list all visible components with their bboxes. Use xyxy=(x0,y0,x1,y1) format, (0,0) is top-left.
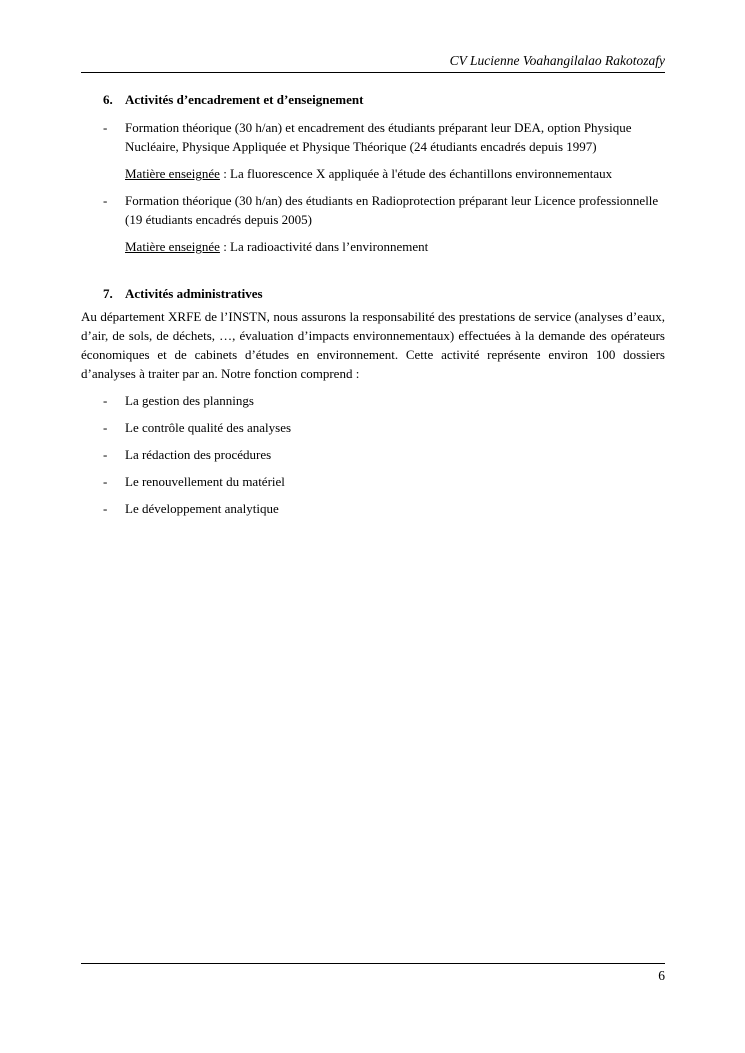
subject-note xyxy=(81,164,665,183)
list-dash: - xyxy=(103,393,108,408)
subject-label: Matière enseignée xyxy=(125,239,220,254)
list-item xyxy=(81,418,665,437)
list-item xyxy=(81,472,665,491)
document-body xyxy=(81,90,665,518)
subject-label: Matière enseignée xyxy=(125,166,220,181)
header-rule xyxy=(81,72,665,73)
list-item xyxy=(81,391,665,410)
section-heading-7 xyxy=(81,284,665,303)
list-item xyxy=(81,191,665,229)
subject-note xyxy=(81,237,665,256)
subject-text: : La radioactivité dans l’environnement xyxy=(219,239,429,254)
footer-rule xyxy=(81,963,665,964)
subject-text: : La fluorescence X appliquée à l'étude des échantillons environnementaux xyxy=(219,166,613,181)
teaching-list xyxy=(81,118,665,156)
section-number: 6. xyxy=(103,92,113,107)
list-item-text: Formation théorique (30 h/an) et encadrement des étudiants préparant leur DEA, option Physique Nucléaire, Physique Appliquée et Physique Théorique (24 étudiants encadrés depuis 1997) xyxy=(125,120,632,154)
list-item-text: Formation théorique (30 h/an) des étudiants en Radioprotection préparant leur Licence professionnelle (19 étudiants encadrés depuis 2005) xyxy=(125,193,659,227)
list-item-text: Le contrôle qualité des analyses xyxy=(125,420,292,435)
admin-duties-list xyxy=(81,391,665,518)
running-header: CV Lucienne Voahangilalao Rakotozafy xyxy=(449,53,665,68)
section-number: 7. xyxy=(103,286,113,301)
list-item xyxy=(81,499,665,518)
list-dash: - xyxy=(103,420,108,435)
list-item-text: La rédaction des procédures xyxy=(125,447,272,462)
list-item xyxy=(81,445,665,464)
list-item-text: Le développement analytique xyxy=(125,501,279,516)
list-dash: - xyxy=(103,447,108,462)
list-item-text: Le renouvellement du matériel xyxy=(125,474,285,489)
list-item xyxy=(81,118,665,156)
admin-paragraph: Au département XRFE de l’INSTN, nous assurons la responsabilité des prestations de service (analyses d’eaux, d’air, de sols, de déchets, …, évaluation d’impacts environnementaux) effectuées à la demande des opérateurs économiques et de cabinets d’études en environnement. Cette activité représente environ 100 dossiers d’analyses à traiter par an. Notre fonction comprend : xyxy=(81,309,665,381)
list-dash: - xyxy=(103,193,108,208)
section-title: Activités administratives xyxy=(125,286,263,301)
list-dash: - xyxy=(103,120,108,135)
teaching-list-2 xyxy=(81,191,665,229)
list-dash: - xyxy=(103,474,108,489)
page-number: 6 xyxy=(658,968,665,983)
list-dash: - xyxy=(103,501,108,516)
section-title: Activités d’encadrement et d’enseignement xyxy=(125,92,364,107)
section-heading-6 xyxy=(81,90,665,109)
list-item-text: La gestion des plannings xyxy=(125,393,254,408)
